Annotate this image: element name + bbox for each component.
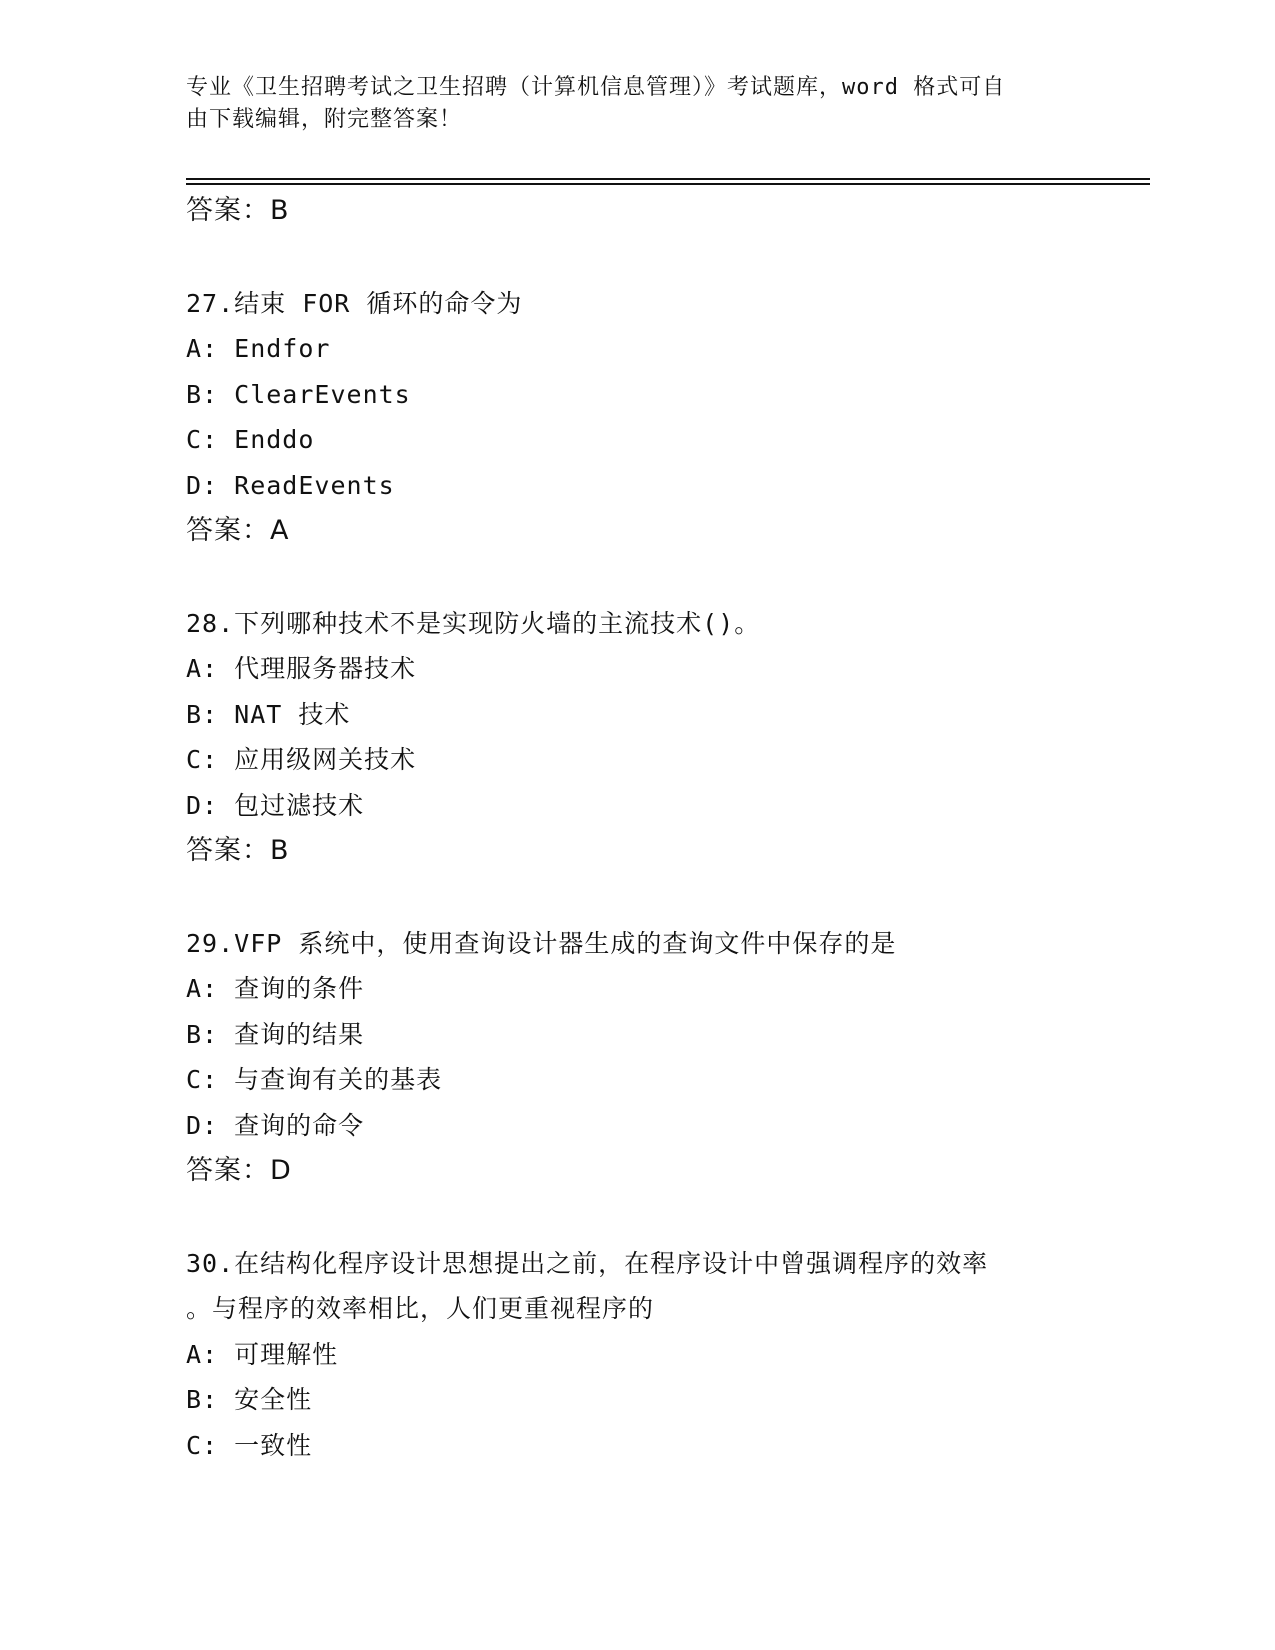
- question-text: 27.结束 FOR 循环的命令为: [186, 288, 523, 318]
- option-a: A: 可理解性: [186, 1339, 339, 1369]
- spacer: [186, 1194, 1086, 1241]
- option-a: A: 查询的条件: [186, 974, 365, 1003]
- option-c: C: 应用级网关技术: [186, 745, 417, 774]
- spacer: [186, 554, 1086, 601]
- question-text-continued: 。与程序的效率相比，人们更重视程序的: [186, 1294, 655, 1323]
- option-b: B: ClearEvents: [186, 379, 411, 409]
- question-27: [186, 281, 1086, 554]
- answer-line: 答案：B: [186, 195, 290, 226]
- document-header: [186, 72, 1066, 136]
- spacer: [186, 874, 1086, 921]
- question-text: 28.下列哪种技术不是实现防火墙的主流技术()。: [186, 608, 761, 638]
- question-text: 29.VFP 系统中，使用查询设计器生成的查询文件中保存的是: [186, 928, 897, 958]
- question-list: [186, 188, 1086, 1468]
- option-c: C: 一致性: [186, 1430, 313, 1460]
- option-d: D: 包过滤技术: [186, 790, 365, 820]
- answer-line: 答案：D: [186, 1155, 292, 1186]
- question-29: [186, 921, 1086, 1194]
- question-30: [186, 1241, 1086, 1469]
- header-line-1: 专业《卫生招聘考试之卫生招聘（计算机信息管理）》考试题库，word 格式可自: [186, 75, 1006, 100]
- option-d: D: 查询的命令: [186, 1110, 365, 1140]
- header-line-2: 由下载编辑，附完整答案！: [186, 107, 463, 132]
- option-a: A: Endfor: [186, 334, 331, 363]
- option-a: A: 代理服务器技术: [186, 654, 417, 683]
- header-divider-bottom: [186, 183, 1150, 185]
- option-c: C: 与查询有关的基表: [186, 1065, 443, 1094]
- question-text: 30.在结构化程序设计思想提出之前，在程序设计中曾强调程序的效率: [186, 1248, 989, 1278]
- option-b: B: 安全性: [186, 1385, 313, 1414]
- option-c: C: Enddo: [186, 425, 315, 454]
- option-d: D: ReadEvents: [186, 470, 395, 500]
- answer-line: 答案：A: [186, 515, 290, 546]
- spacer: [186, 234, 1086, 281]
- option-b: B: NAT 技术: [186, 699, 351, 729]
- option-b: B: 查询的结果: [186, 1019, 365, 1049]
- answer-line: 答案：B: [186, 835, 290, 866]
- question-28: [186, 601, 1086, 874]
- header-divider-top: [186, 178, 1150, 180]
